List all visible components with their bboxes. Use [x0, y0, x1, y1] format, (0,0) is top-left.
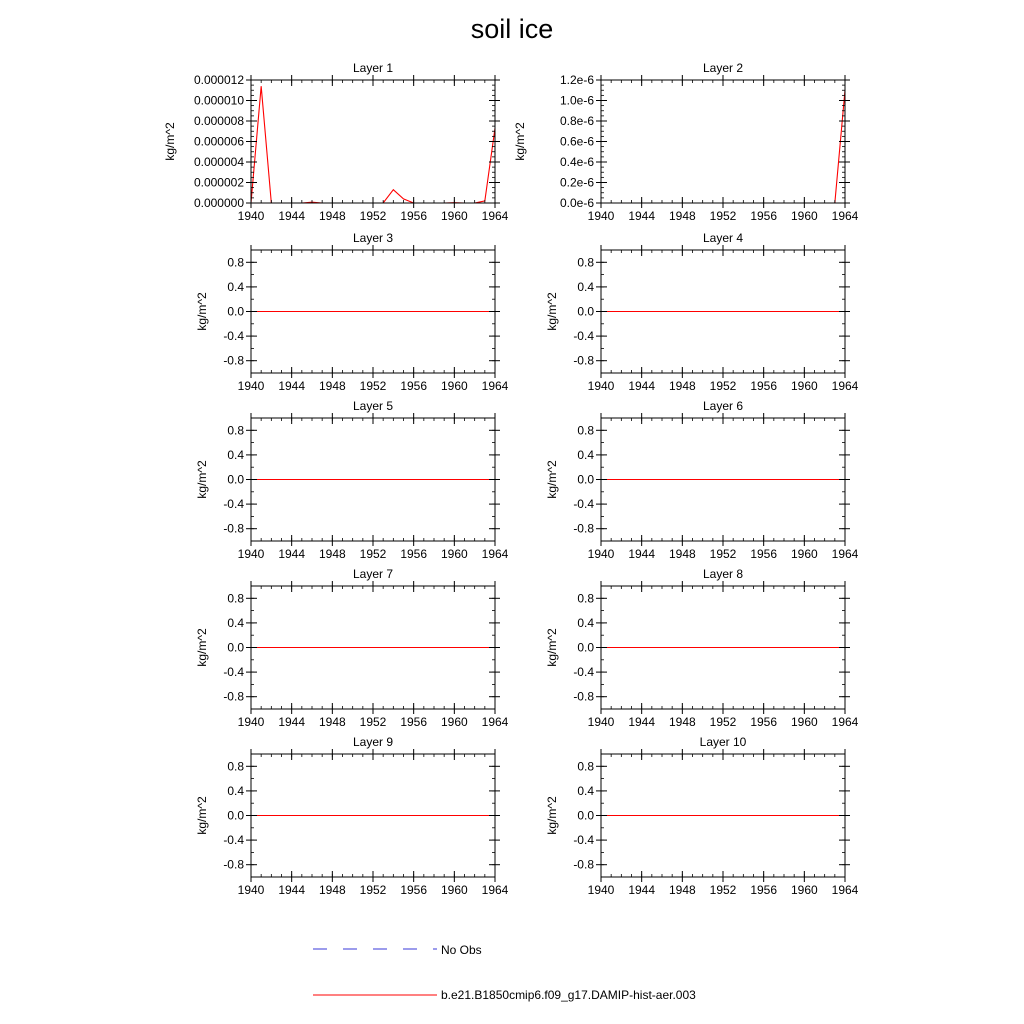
y-tick-label: -0.4: [223, 833, 244, 848]
x-tick-label: 1960: [790, 715, 818, 729]
panel-title: Layer 3: [352, 231, 394, 245]
y-tick-label: -0.4: [573, 833, 594, 848]
y-tick-label: 0.4: [227, 279, 244, 294]
x-tick-label: 1940: [587, 379, 615, 393]
x-tick-label: 1956: [750, 883, 778, 897]
x-tick-label: 1948: [668, 547, 696, 561]
x-tick-label: 1960: [790, 379, 818, 393]
y-tick-label: -0.8: [573, 353, 594, 368]
y-tick-label: -0.8: [573, 689, 594, 704]
panel-5: [195, 399, 509, 561]
x-tick-label: 1960: [790, 547, 818, 561]
y-tick-label: 0.8: [577, 423, 594, 438]
panel-9: [195, 735, 509, 897]
x-tick-label: 1948: [668, 209, 696, 223]
x-tick-label: 1960: [790, 883, 818, 897]
y-tick-label: -0.4: [223, 665, 244, 680]
panel-7: [195, 567, 509, 729]
panel-3: [195, 231, 509, 393]
y-tick-label: 0.4: [227, 447, 244, 462]
page-title: soil ice: [470, 14, 554, 44]
y-tick-label: 0.4: [577, 447, 594, 462]
x-tick-label: 1952: [359, 715, 387, 729]
x-tick-label: 1964: [831, 379, 859, 393]
x-tick-label: 1956: [400, 379, 428, 393]
y-tick-label: 0.4: [577, 615, 594, 630]
y-tick-label: -0.8: [223, 857, 244, 872]
x-tick-label: 1964: [481, 547, 509, 561]
x-tick-label: 1960: [440, 379, 468, 393]
y-tick-label: 0.0: [227, 472, 244, 487]
x-tick-label: 1948: [668, 379, 696, 393]
y-tick-label: -0.4: [573, 329, 594, 344]
x-tick-label: 1944: [628, 547, 656, 561]
y-axis-label: kg/m^2: [545, 796, 559, 835]
x-tick-label: 1944: [628, 715, 656, 729]
y-tick-label: 0.000008: [193, 114, 244, 128]
y-axis-label: kg/m^2: [195, 628, 209, 667]
y-tick-label: 0.8: [577, 591, 594, 606]
x-tick-label: 1948: [318, 715, 346, 729]
legend-model-label: b.e21.B1850cmip6.f09_g17.DAMIP-hist-aer.003: [441, 988, 696, 1002]
y-tick-label: 0.4: [577, 783, 594, 798]
x-tick-label: 1952: [359, 547, 387, 561]
y-axis-label: kg/m^2: [195, 796, 209, 835]
plot-frame: [601, 80, 845, 203]
x-tick-label: 1944: [278, 715, 306, 729]
panel-4: [545, 231, 859, 393]
x-tick-label: 1960: [440, 883, 468, 897]
panel-title: Layer 10: [699, 735, 747, 749]
y-axis-label: kg/m^2: [195, 460, 209, 499]
y-tick-label: -0.8: [223, 521, 244, 536]
y-tick-label: -0.8: [573, 857, 594, 872]
x-tick-label: 1956: [750, 379, 778, 393]
x-tick-label: 1952: [359, 209, 387, 223]
x-tick-label: 1952: [709, 209, 737, 223]
x-tick-label: 1956: [750, 209, 778, 223]
x-tick-label: 1948: [318, 209, 346, 223]
x-tick-label: 1948: [668, 883, 696, 897]
x-tick-label: 1944: [628, 209, 656, 223]
panel-title: Layer 8: [702, 567, 744, 581]
y-tick-label: 0.8: [227, 591, 244, 606]
panel-1: [163, 61, 509, 223]
x-tick-label: 1956: [400, 715, 428, 729]
y-tick-label: 0.8: [227, 255, 244, 270]
panel-6: [545, 399, 859, 561]
series-line: [251, 86, 495, 203]
y-tick-label: 1.2e-6: [559, 73, 594, 87]
x-tick-label: 1952: [709, 379, 737, 393]
x-tick-label: 1940: [237, 715, 265, 729]
x-tick-label: 1964: [481, 209, 509, 223]
x-tick-label: 1940: [587, 715, 615, 729]
panel-title: Layer 4: [702, 231, 744, 245]
x-tick-label: 1956: [750, 547, 778, 561]
x-tick-label: 1960: [440, 209, 468, 223]
y-axis-label: kg/m^2: [545, 460, 559, 499]
y-tick-label: 0.0: [227, 640, 244, 655]
x-tick-label: 1940: [237, 379, 265, 393]
y-tick-label: -0.4: [223, 329, 244, 344]
x-tick-label: 1944: [628, 883, 656, 897]
x-tick-label: 1948: [318, 547, 346, 561]
panel-title: Layer 2: [702, 61, 744, 75]
panel-title: Layer 7: [352, 567, 394, 581]
x-tick-label: 1940: [237, 547, 265, 561]
x-tick-label: 1960: [440, 547, 468, 561]
y-tick-label: 0.000000: [193, 196, 244, 210]
panel-title: Layer 9: [352, 735, 394, 749]
x-tick-label: 1944: [628, 379, 656, 393]
x-tick-label: 1952: [359, 379, 387, 393]
y-axis-label: kg/m^2: [545, 292, 559, 331]
x-tick-label: 1956: [400, 883, 428, 897]
x-tick-label: 1952: [359, 883, 387, 897]
x-tick-label: 1956: [400, 209, 428, 223]
y-tick-label: 0.2e-6: [559, 175, 594, 190]
x-tick-label: 1960: [440, 715, 468, 729]
panel-title: Layer 5: [352, 399, 394, 413]
x-tick-label: 1964: [831, 209, 859, 223]
y-tick-label: -0.4: [223, 497, 244, 512]
y-tick-label: 0.4e-6: [559, 155, 594, 169]
x-tick-label: 1940: [237, 209, 265, 223]
panel-title: Layer 6: [702, 399, 744, 413]
y-axis-label: kg/m^2: [195, 292, 209, 331]
x-tick-label: 1952: [709, 883, 737, 897]
x-tick-label: 1964: [831, 715, 859, 729]
panel-8: [545, 567, 859, 729]
y-tick-label: 0.0e-6: [559, 196, 594, 210]
x-tick-label: 1964: [831, 883, 859, 897]
series-line: [601, 90, 845, 203]
y-tick-label: 0.0: [577, 808, 594, 823]
x-tick-label: 1964: [481, 379, 509, 393]
y-axis-label: kg/m^2: [513, 122, 527, 161]
panel-10: [545, 735, 859, 897]
x-tick-label: 1940: [587, 883, 615, 897]
y-axis-label: kg/m^2: [545, 628, 559, 667]
y-tick-label: 0.4: [227, 615, 244, 630]
y-tick-label: 0.000012: [193, 73, 244, 87]
y-tick-label: -0.4: [573, 497, 594, 512]
y-tick-label: -0.8: [573, 521, 594, 536]
x-tick-label: 1948: [318, 379, 346, 393]
x-tick-label: 1944: [278, 379, 306, 393]
x-tick-label: 1944: [278, 547, 306, 561]
y-tick-label: 0.0: [227, 808, 244, 823]
x-tick-label: 1948: [318, 883, 346, 897]
y-tick-label: 0.4: [227, 783, 244, 798]
x-tick-label: 1964: [481, 883, 509, 897]
y-tick-label: 0.0: [577, 304, 594, 319]
y-tick-label: 0.0: [227, 304, 244, 319]
y-tick-label: 0.6e-6: [559, 134, 594, 149]
y-tick-label: 0.000004: [193, 155, 244, 169]
x-tick-label: 1952: [709, 547, 737, 561]
y-tick-label: 0.4: [577, 279, 594, 294]
y-tick-label: 0.8: [227, 759, 244, 774]
x-tick-label: 1944: [278, 209, 306, 223]
x-tick-label: 1952: [709, 715, 737, 729]
y-tick-label: 0.000002: [193, 175, 244, 190]
y-tick-label: 0.0: [577, 472, 594, 487]
x-tick-label: 1940: [587, 547, 615, 561]
x-tick-label: 1940: [237, 883, 265, 897]
y-tick-label: -0.8: [223, 689, 244, 704]
plot-frame: [251, 80, 495, 203]
legend-obs-label: No Obs: [441, 943, 482, 957]
y-tick-label: 0.8: [227, 423, 244, 438]
x-tick-label: 1964: [831, 547, 859, 561]
y-tick-label: 0.0: [577, 640, 594, 655]
y-tick-label: 1.0e-6: [559, 93, 594, 108]
x-tick-label: 1944: [278, 883, 306, 897]
y-tick-label: 0.000006: [193, 134, 244, 149]
x-tick-label: 1960: [790, 209, 818, 223]
x-tick-label: 1948: [668, 715, 696, 729]
panel-title: Layer 1: [352, 61, 394, 75]
x-tick-label: 1964: [481, 715, 509, 729]
x-tick-label: 1956: [400, 547, 428, 561]
y-tick-label: 0.000010: [193, 93, 244, 108]
x-tick-label: 1956: [750, 715, 778, 729]
y-tick-label: 0.8: [577, 255, 594, 270]
panel-2: [513, 61, 859, 223]
y-tick-label: -0.4: [573, 665, 594, 680]
y-tick-label: -0.8: [223, 353, 244, 368]
y-tick-label: 0.8e-6: [559, 114, 594, 128]
y-tick-label: 0.8: [577, 759, 594, 774]
y-axis-label: kg/m^2: [163, 122, 177, 161]
x-tick-label: 1940: [587, 209, 615, 223]
